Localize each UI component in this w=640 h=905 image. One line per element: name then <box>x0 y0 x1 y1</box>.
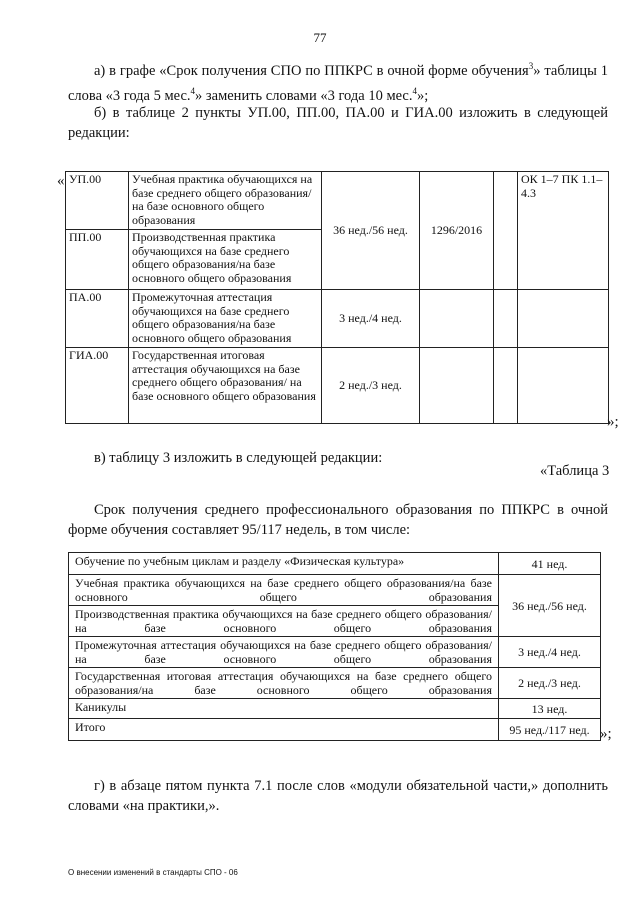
table3-value: 13 нед. <box>499 699 601 719</box>
table3-label: Государственная итоговая аттестация обучающихся на базе среднего общего образования/на базе основного общего образования <box>69 668 499 699</box>
table3-row <box>69 575 601 606</box>
table2-code-pp: ПП.00 <box>66 230 129 290</box>
table2-comp-pa <box>518 290 609 348</box>
paragraph-term: Срок получения среднего профессионального образования по ППКРС в очной форме обучения составляет 95/117 недель, в том числе: <box>68 502 608 538</box>
table3-row <box>69 668 601 699</box>
table3-value: 3 нед./4 нед. <box>499 637 601 668</box>
table2-row-up <box>66 172 609 230</box>
table3-label: Обучение по учебным циклам и разделу «Физическая культура» <box>69 553 499 575</box>
table2-desc-pa: Промежуточная аттестация обучающихся на базе среднего общего образования/на базе основного общего образования <box>129 290 322 348</box>
paragraph-a <box>68 56 608 106</box>
table3-label: Итого <box>69 719 499 741</box>
footnote-ref-3: 3 <box>528 61 534 71</box>
table2-weeks-gia: 2 нед./3 нед. <box>322 348 420 424</box>
table-3 <box>68 552 601 741</box>
table2-empty-pa <box>494 290 518 348</box>
table3-value: 2 нед./3 нед. <box>499 668 601 699</box>
table2-code-gia: ГИА.00 <box>66 348 129 424</box>
table2-close-quote: »; <box>607 414 619 430</box>
table2-empty-up-pp <box>494 172 518 290</box>
table3-row <box>69 699 601 719</box>
table3-label: Промежуточная аттестация обучающихся на базе среднего общего образования/на базе основного общего образования <box>69 637 499 668</box>
table2-desc-up: Учебная практика обучающихся на базе среднего общего образования/на базе основного общего образования <box>129 172 322 230</box>
table3-label: Каникулы <box>69 699 499 719</box>
table3-row <box>69 719 601 741</box>
paragraph-a-text-4: »; <box>417 87 429 104</box>
table3-label: «Таблица 3 <box>540 463 610 479</box>
table3-value: 95 нед./117 нед. <box>499 719 601 741</box>
table2-hours-up-pp: 1296/2016 <box>420 172 494 290</box>
table2-weeks-pa: 3 нед./4 нед. <box>322 290 420 348</box>
paragraph-a-text-3: » заменить словами «3 года 10 мес. <box>195 87 413 104</box>
footnote-ref-4b: 4 <box>412 85 417 96</box>
table3-row <box>69 637 601 668</box>
paragraph-a-text-1: а) в графе «Срок получения СПО по ППКРС в очной форме обучения <box>94 62 529 79</box>
table2-row-gia <box>66 348 609 424</box>
paragraph-v: в) таблицу 3 изложить в следующей редакции: <box>94 450 383 466</box>
table2-empty-gia <box>494 348 518 424</box>
table2-hours-gia <box>420 348 494 424</box>
table2-desc-pp: Производственная практика обучающихся на базе среднего общего образования/на базе основного общего образования <box>129 230 322 290</box>
table3-label: Учебная практика обучающихся на базе среднего общего образования/на базе основного общего образования <box>69 575 499 606</box>
table3-label: Производственная практика обучающихся на базе среднего общего образования/на базе основного общего образования <box>69 606 499 637</box>
table2-competencies: ОК 1–7 ПК 1.1–4.3 <box>518 172 609 290</box>
footnote-ref-4a: 4 <box>190 85 196 96</box>
table2-hours-pa <box>420 290 494 348</box>
paragraph-a-text-2: » таблицы 1 слова «3 года 5 мес. <box>68 62 608 104</box>
paragraph-g: г) в абзаце пятом пункта 7.1 после слов «модули обязательной части,» дополнить словами «на практики,». <box>68 778 608 814</box>
page-number: 77 <box>313 30 327 45</box>
table2-code-pa: ПА.00 <box>66 290 129 348</box>
table2-desc-gia: Государственная итоговая аттестация обучающихся на базе среднего общего образования/ на базе основного общего образования <box>129 348 322 424</box>
table3-value: 36 нед./56 нед. <box>499 575 601 637</box>
table3-close-quote: »; <box>600 726 612 742</box>
footer-note: О внесении изменений в стандарты СПО - 06 <box>68 868 238 877</box>
table2-open-quote: « <box>57 173 65 189</box>
table2-code-up: УП.00 <box>66 172 129 230</box>
table3-row <box>69 553 601 575</box>
table2-comp-gia <box>518 348 609 424</box>
paragraph-b: б) в таблице 2 пункты УП.00, ПП.00, ПА.00 и ГИА.00 изложить в следующей редакции: <box>68 105 608 141</box>
table2-weeks-up-pp: 36 нед./56 нед. <box>322 172 420 290</box>
table3-value: 41 нед. <box>499 553 601 575</box>
table2-row-pa <box>66 290 609 348</box>
table-2 <box>65 171 609 424</box>
